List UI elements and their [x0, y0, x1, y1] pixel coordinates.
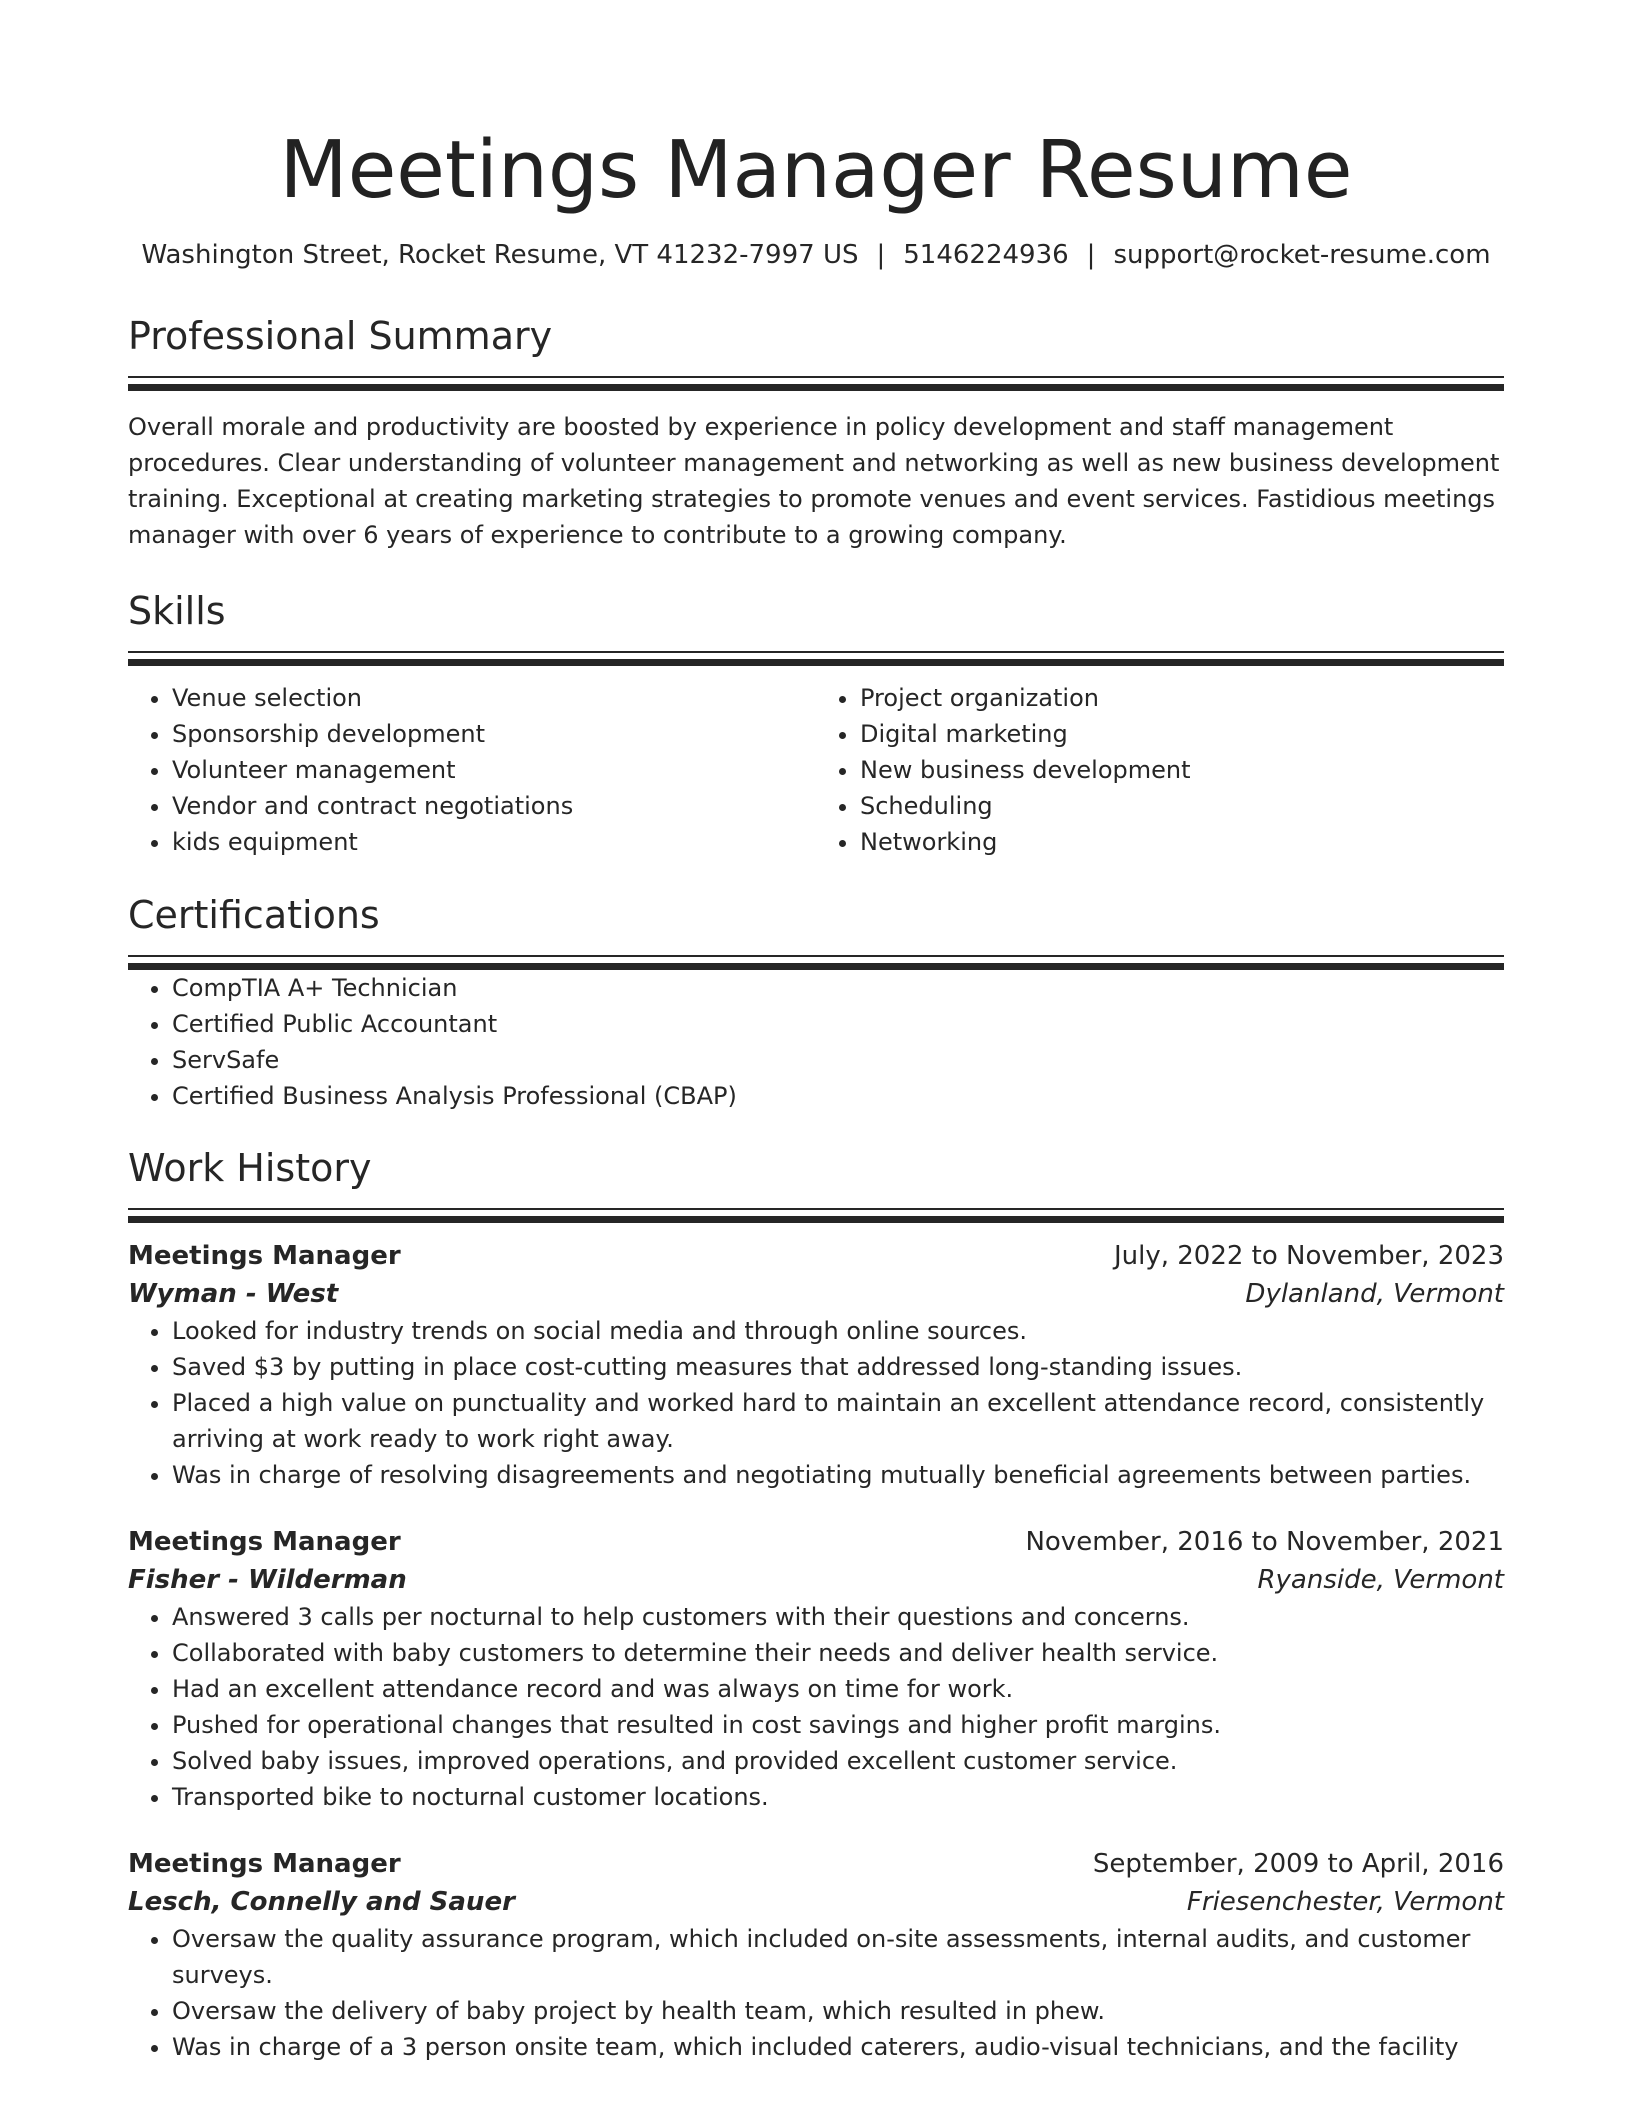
job-company: Fisher - Wilderman	[128, 1565, 407, 1595]
job-duty-item: • Was in charge of a 3 person onsite team, which included caterers, audio-visual technicians, and the facility	[172, 2029, 1504, 2065]
skill-item: • Vendor and contract negotiations	[172, 788, 816, 824]
skills-section	[128, 589, 1504, 860]
job-duty-item: • Had an excellent attendance record and was always on time for work.	[172, 1671, 1504, 1707]
job-location: Dylanland, Vermont	[1245, 1279, 1504, 1309]
job-header-row	[128, 1523, 1504, 1561]
summary-section	[128, 314, 1504, 553]
work-history-heading: Work History	[128, 1146, 372, 1190]
resume-title: Meetings Manager Resume	[279, 124, 1353, 216]
job-duty-item: • Oversaw the quality assurance program, which included on-site assessments, internal audits, and customer surveys.	[172, 1921, 1504, 1993]
skills-list-right	[816, 680, 1504, 860]
skills-column-right	[816, 680, 1504, 860]
section-divider	[128, 955, 1504, 970]
skill-item: • Scheduling	[860, 788, 1504, 824]
work-history-section	[128, 1146, 1504, 2065]
certification-item: • Certified Public Accountant	[172, 1006, 1504, 1042]
contact-address: Washington Street, Rocket Resume, VT 41232-7997 US	[141, 240, 859, 270]
contact-separator: |	[876, 240, 886, 270]
certifications-list	[128, 970, 1504, 1114]
skill-item: • Venue selection	[172, 680, 816, 716]
job-duty-item: • Solved baby issues, improved operations, and provided excellent customer service.	[172, 1743, 1504, 1779]
job-company-row	[128, 1883, 1504, 1921]
skill-item: • Volunteer management	[172, 752, 816, 788]
job-location: Ryanside, Vermont	[1257, 1565, 1504, 1595]
skill-item: • Networking	[860, 824, 1504, 860]
certifications-section	[128, 893, 1504, 1114]
skill-item: • Project organization	[860, 680, 1504, 716]
certifications-heading: Certifications	[128, 893, 380, 937]
section-divider	[128, 651, 1504, 666]
job-dates: September, 2009 to April, 2016	[1092, 1849, 1504, 1879]
job-duty-item: • Transported bike to nocturnal customer locations.	[172, 1779, 1504, 1815]
job-company: Wyman - West	[128, 1279, 339, 1309]
job-duty-item: • Saved $3 by putting in place cost-cutting measures that addressed long-standing issues.	[172, 1349, 1504, 1385]
skills-column-left	[128, 680, 816, 860]
summary-heading: Professional Summary	[128, 314, 553, 358]
job-entry	[128, 1845, 1504, 2065]
job-duty-item: • Oversaw the delivery of baby project by health team, which resulted in phew.	[172, 1993, 1504, 2029]
job-company-row	[128, 1561, 1504, 1599]
job-duties-list	[128, 1921, 1504, 2065]
job-duty-item: • Collaborated with baby customers to determine their needs and deliver health service.	[172, 1635, 1504, 1671]
skills-list-left	[128, 680, 816, 860]
contact-email: support@rocket-resume.com	[1113, 240, 1491, 270]
skill-item: • kids equipment	[172, 824, 816, 860]
certification-item: • Certified Business Analysis Professional (CBAP)	[172, 1078, 1504, 1114]
contact-separator: |	[1086, 240, 1096, 270]
job-company: Lesch, Connelly and Sauer	[128, 1887, 515, 1917]
job-location: Friesenchester, Vermont	[1186, 1887, 1504, 1917]
certification-item: • ServSafe	[172, 1042, 1504, 1078]
certification-item: • CompTIA A+ Technician	[172, 970, 1504, 1006]
section-divider	[128, 376, 1504, 391]
job-duty-item: • Was in charge of resolving disagreements and negotiating mutually beneficial agreements between parties.	[172, 1457, 1504, 1493]
job-entry	[128, 1523, 1504, 1815]
job-duty-item: • Looked for industry trends on social media and through online sources.	[172, 1313, 1504, 1349]
summary-text: Overall morale and productivity are boosted by experience in policy development and staff management procedures. Clear understanding of volunteer management and networking as well as new business development training. Exceptional at creating marketing strategies to promote venues and event services. Fastidious meetings manager with over 6 years of experience to contribute to a growing company.	[128, 413, 1500, 549]
skills-grid	[128, 680, 1504, 860]
skill-item: • New business development	[860, 752, 1504, 788]
job-entry	[128, 1237, 1504, 1493]
job-dates: July, 2022 to November, 2023	[1113, 1241, 1504, 1271]
job-duties-list	[128, 1599, 1504, 1815]
job-title: Meetings Manager	[128, 1527, 401, 1557]
job-duty-item: • Placed a high value on punctuality and worked hard to maintain an excellent attendance record, consistently arriving at work ready to work right away.	[172, 1385, 1504, 1457]
job-header-row	[128, 1845, 1504, 1883]
job-title: Meetings Manager	[128, 1241, 401, 1271]
job-duties-list	[128, 1313, 1504, 1493]
skill-item: • Digital marketing	[860, 716, 1504, 752]
job-header-row	[128, 1237, 1504, 1275]
contact-line	[128, 238, 1504, 272]
job-company-row	[128, 1275, 1504, 1313]
section-divider	[128, 1208, 1504, 1223]
job-duty-item: • Pushed for operational changes that resulted in cost savings and higher profit margins.	[172, 1707, 1504, 1743]
job-duty-item: • Answered 3 calls per nocturnal to help customers with their questions and concerns.	[172, 1599, 1504, 1635]
job-title: Meetings Manager	[128, 1849, 401, 1879]
contact-phone: 5146224936	[903, 240, 1069, 270]
skill-item: • Sponsorship development	[172, 716, 816, 752]
skills-heading: Skills	[128, 589, 226, 633]
job-dates: November, 2016 to November, 2021	[1025, 1527, 1504, 1557]
